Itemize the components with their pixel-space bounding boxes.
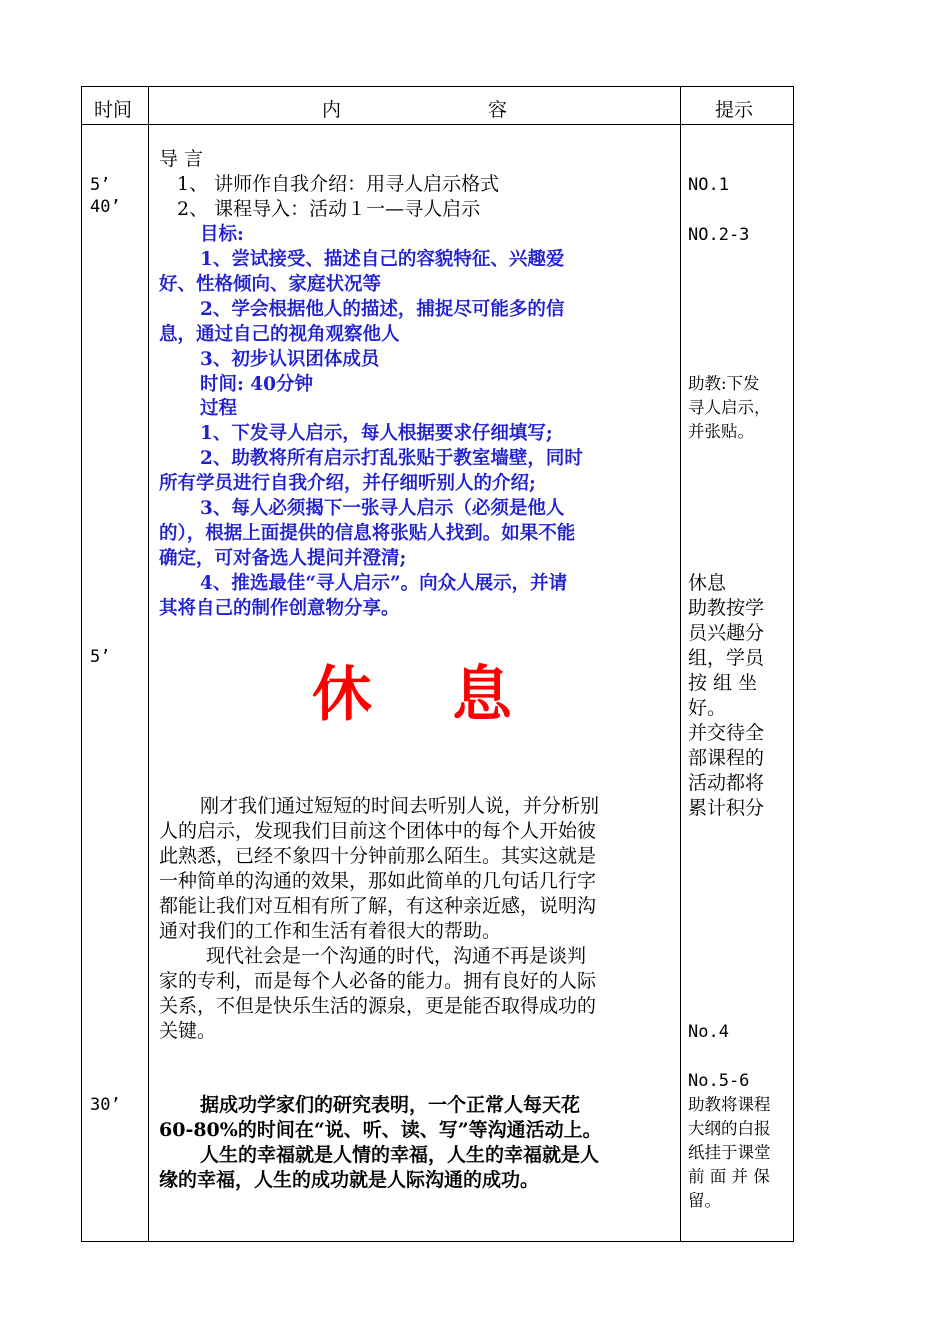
paragraph-line: 一种简单的沟通的效果，那如此简单的几句话几行字 [159,870,597,892]
intro-item-1: 1、 讲师作自我介绍：用寻人启示格式 [177,173,500,195]
goal-line: 好、性格倾向、家庭状况等 [159,274,382,295]
goal-line: 1、尝试接受、描述自己的容貌特征、兴趣爱 [200,249,565,270]
rest-heading-left: 休 [312,660,372,730]
hint-rest-line: 助教按学 [688,597,765,619]
time-5min: 5’ [90,175,111,195]
hint-rest-line: 按 组 坐 [688,672,758,694]
hint-assistant-line: 助教将课程 [688,1095,771,1114]
rest-heading-right: 息 [452,660,512,730]
hint-rest-line: 员兴趣分 [688,622,765,644]
hint-rest-line: 活动都将 [688,772,765,794]
hint-assistant-line: 前 面 并 保 [688,1167,770,1186]
process-line: 2、助教将所有启示打乱张贴于教室墙壁，同时 [200,448,583,469]
hint-assistant-line: 寻人启示， [688,398,771,417]
hint-no2-3: NO.2-3 [688,225,750,245]
header-content-right: 容 [488,99,508,121]
activity-time: 时间: 40分钟 [200,374,314,395]
intro-title: 导 言 [159,148,204,170]
header-divider [82,124,793,125]
process-line: 所有学员进行自我介绍，并仔细听别人的介绍; [159,473,536,494]
goal-line: 息，通过自己的视角观察他人 [159,324,400,345]
time-30min: 30’ [90,1095,121,1115]
process-title: 过程 [200,398,238,419]
hint-assistant-line: 纸挂于课堂 [688,1143,771,1162]
header-hint: 提示 [715,99,754,121]
column-divider-hint [680,87,681,1241]
paragraph-line: 此熟悉，已经不象四十分钟前那么陌生。其实这就是 [159,845,597,867]
paragraph-line: 都能让我们对互相有所了解，有这种亲近感，说明沟 [159,895,597,917]
header-content-left: 内 [322,99,342,121]
hint-no4: No.4 [688,1022,729,1042]
hint-assistant-line: 助教:下发 [688,374,760,393]
emphasis-line: 缘的幸福，人生的成功就是人际沟通的成功。 [159,1169,540,1191]
process-line: 其将自己的制作创意物分享。 [159,598,400,619]
paragraph-line: 现代社会是一个沟通的时代，沟通不再是谈判 [206,945,587,967]
hint-no5-6: No.5-6 [688,1071,750,1091]
paragraph-line: 刚才我们通过短短的时间去听别人说，并分析别 [200,795,600,817]
hint-no1: NO.1 [688,175,729,195]
paragraph-line: 人的启示，发现我们目前这个团体中的每个人开始彼 [159,820,597,842]
emphasis-line: 60-80%的时间在“说、听、读、写”等沟通活动上。 [159,1119,602,1141]
hint-rest-line: 并交待全 [688,722,765,744]
hint-rest-line: 累计积分 [688,797,765,819]
process-line: 1、下发寻人启示，每人根据要求仔细填写; [200,423,553,444]
hint-rest-line: 部课程的 [688,747,765,769]
process-line: 的），根据上面提供的信息将张贴人找到。如果不能 [159,523,576,544]
hint-rest-line: 组，学员 [688,647,765,669]
hint-rest-line: 休息 [688,572,727,594]
emphasis-line: 人生的幸福就是人情的幸福，人生的幸福就是人 [200,1144,600,1166]
goal-line: 2、学会根据他人的描述，捕捉尽可能多的信 [200,299,565,320]
hint-assistant-line: 并张贴。 [688,422,754,441]
hint-assistant-line: 留。 [688,1191,721,1210]
hint-rest-line: 好。 [688,697,727,719]
intro-item-2: 2、 课程导入：活动１一—寻人启示 [177,198,481,220]
header-time: 时间 [94,99,133,121]
time-40min: 40’ [90,197,121,217]
emphasis-line: 据成功学家们的研究表明，一个正常人每天花 [200,1094,581,1116]
goal-line: 3、初步认识团体成员 [200,349,380,370]
process-line: 3、每人必须揭下一张寻人启示（必须是他人 [200,498,565,519]
process-line: 4、推选最佳“寻人启示”。向众人展示，并请 [200,573,568,594]
column-divider-time [148,87,149,1241]
hint-assistant-line: 大纲的白报 [688,1119,771,1138]
paragraph-line: 关系，不但是快乐生活的源泉，更是能否取得成功的 [159,995,597,1017]
goal-title: 目标: [200,224,244,245]
paragraph-line: 关键。 [159,1020,217,1042]
process-line: 确定，可对备选人提问并澄清; [159,548,407,569]
paragraph-line: 家的专利，而是每个人必备的能力。拥有良好的人际 [159,970,597,992]
time-rest-5min: 5’ [90,647,111,667]
paragraph-line: 通对我们的工作和生活有着很大的帮助。 [159,920,502,942]
lesson-plan-table [81,86,794,1242]
